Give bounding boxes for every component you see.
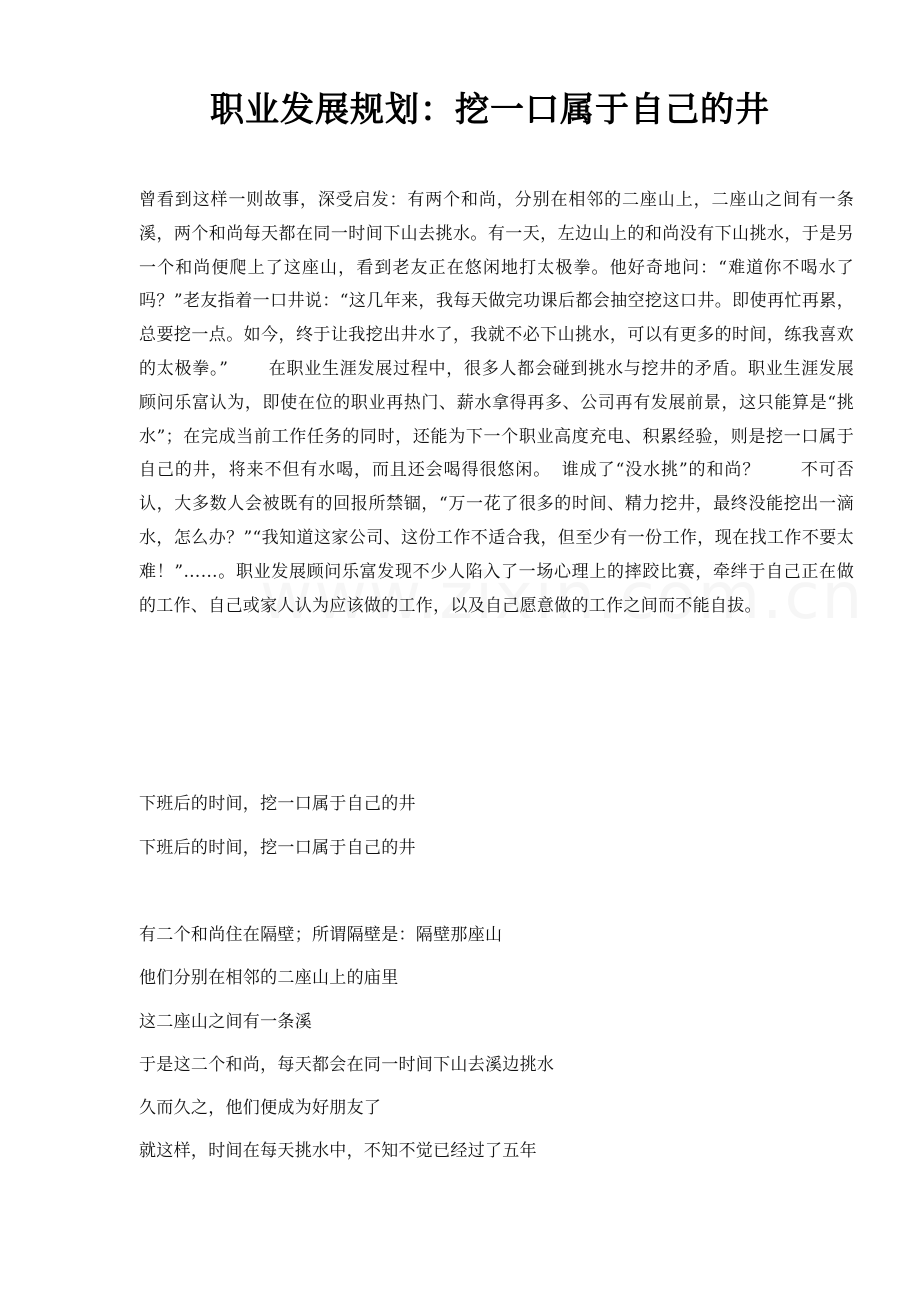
text-line: 于是这二个和尚，每天都会在同一时间下山去溪边挑水 (139, 1055, 555, 1075)
text-line: 有二个和尚住在隔壁；所谓隔壁是：隔壁那座山 (139, 925, 503, 945)
text-line: 久而久之，他们便成为好朋友了 (139, 1098, 382, 1118)
body-paragraph (139, 184, 854, 623)
document-title: 职业发展规划：挖一口属于自己的井 (210, 90, 770, 130)
text-line: 他们分别在相邻的二座山上的庙里 (139, 968, 399, 988)
text-line: 就这样，时间在每天挑水中，不知不觉已经过了五年 (139, 1141, 537, 1161)
career-segment: 在职业生涯发展过程中，很多人都会碰到挑水与挖井的矛盾。职业生涯发展顾问乐富认为，即使在位的职业再热门、薪水拿得再多、公司再有发展前景，这只能算是“挑水”；在完成当前工作任务的同时，还能为下一个职业高度充电、积累经验，则是挖一口属于自己的井，将来不但有水喝，而且还会喝得很悠闲。 (139, 358, 854, 481)
analysis-segment: 不可否认，大多数人会被既有的回报所禁锢，“万一花了很多的时间、精力挖井，最终没能挖出一滴水，怎么办？”“我知道这家公司、这份工作不适合我，但至少有一份工作，现在找工作不要太难！”……。职业发展顾问乐富发现不少人陷入了一场心理上的摔跤比赛，牵绊于自己正在做的工作、自己或家人认为应该做的工作，以及自己愿意做的工作之间而不能自拔。 (139, 460, 855, 616)
subheading-segment: 谁成了“没水挑”的和尚？ (561, 460, 761, 481)
text-line: 这二座山之间有一条溪 (139, 1012, 312, 1032)
story-segment: 曾看到这样一则故事，深受启发：有两个和尚，分别在相邻的二座山上，二座山之间有一条溪，两个和尚每天都在同一时间下山去挑水。有一天，左边山上的和尚没有下山挑水，于是另一个和尚便爬上了这座山，看到老友正在悠闲地打太极拳。他好奇地问：“难道你不喝水了吗？”老友指着一口井说：“这几年来，我每天做完功课后都会抽空挖这口井。即使再忙再累，总要挖一点。如今，终于让我挖出井水了，我就不必下山挑水，可以有更多的时间，练我喜欢的太极拳。” (139, 190, 854, 379)
text-line: 下班后的时间，挖一口属于自己的井 (139, 794, 416, 814)
text-line: 下班后的时间，挖一口属于自己的井 (139, 838, 416, 858)
